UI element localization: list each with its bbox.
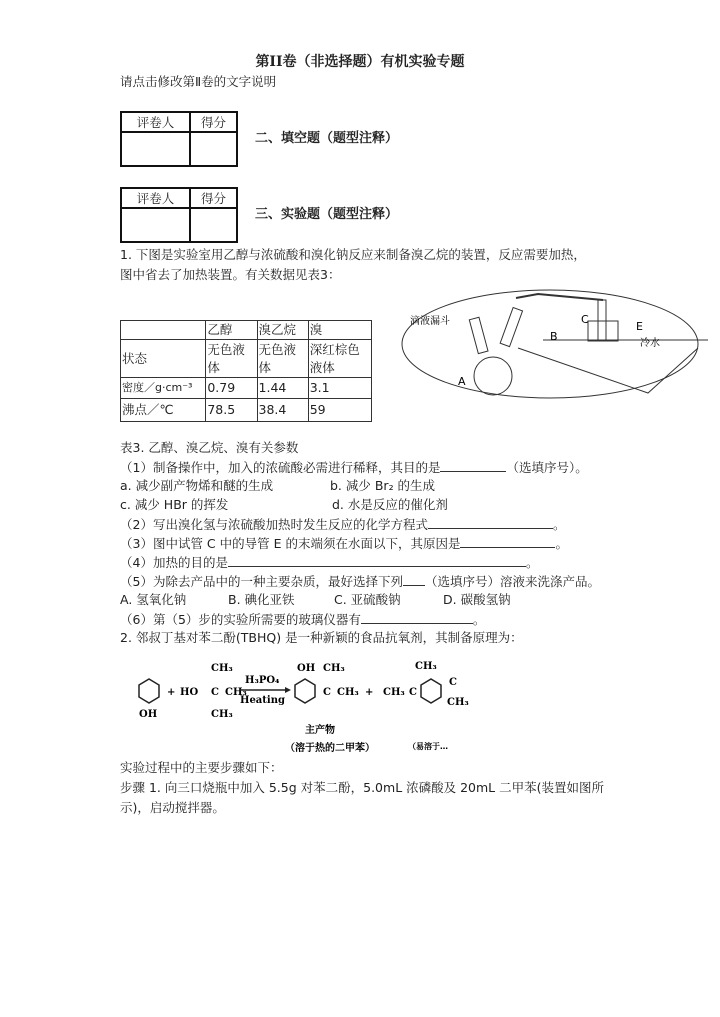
label-water: 冷水 bbox=[640, 338, 660, 349]
subtitle: 请点击修改第Ⅱ卷的文字说明 bbox=[120, 74, 277, 89]
period: 。 bbox=[525, 555, 539, 570]
table-cell: 38.4 bbox=[257, 399, 308, 422]
table-header: 溴 bbox=[308, 321, 371, 340]
condition-label: Heating bbox=[240, 695, 285, 706]
solubility-note: （溶于热的二甲苯） bbox=[285, 743, 375, 754]
ch3-label: CH₃ bbox=[323, 663, 345, 674]
answer-blank[interactable] bbox=[428, 516, 553, 529]
reagent-label: H₃PO₄ bbox=[245, 675, 280, 686]
hydroquinone-ring bbox=[139, 679, 159, 703]
option-c: c. 减少 HBr 的挥发 bbox=[120, 497, 229, 512]
score-header: 得分 bbox=[190, 112, 237, 132]
steps-intro: 实验过程中的主要步骤如下： bbox=[120, 760, 283, 775]
table-caption: 表3. 乙醇、溴乙烷、溴有关参数 bbox=[120, 440, 299, 455]
solubility-note: （易溶于… bbox=[408, 742, 448, 751]
apparatus-diagram bbox=[398, 288, 708, 403]
sub-question-text: （选填序号）溶液来洗涤产品。 bbox=[424, 574, 600, 589]
sub-question-text: （3）图中试管 C 中的导管 E 的末端须在水面以下，其原因是 bbox=[120, 536, 461, 551]
ch3-label: CH₃ bbox=[211, 663, 233, 674]
sub-question-text: （6）第（5）步的实验所需要的玻璃仪器有 bbox=[120, 612, 361, 627]
c-label: C bbox=[323, 687, 331, 698]
ch3-label: CH₃ bbox=[415, 661, 437, 672]
oh-label: OH bbox=[139, 709, 158, 720]
period: 。 bbox=[552, 517, 566, 532]
label-b: B bbox=[550, 330, 558, 343]
score-cell[interactable] bbox=[190, 208, 237, 242]
ho-label: HO bbox=[180, 687, 199, 698]
table-cell: 59 bbox=[308, 399, 371, 422]
table-cell: 78.5 bbox=[206, 399, 257, 422]
sub-question-2 bbox=[120, 516, 565, 533]
option-D: D. 碳酸氢钠 bbox=[443, 592, 511, 607]
section-heading-experiment: 三、实验题（题型注释） bbox=[255, 207, 399, 222]
period: 。 bbox=[555, 536, 568, 551]
step-1: 步骤 1. 向三口烧瓶中加入 5.5g 对苯二酚，5.0mL 浓磷酸及 20mL 二甲苯(装置如图所 bbox=[120, 780, 604, 795]
sub-question-1 bbox=[120, 459, 588, 476]
option-B: B. 碘化亚铁 bbox=[228, 592, 295, 607]
option-b: b. 减少 Br₂ 的生成 bbox=[330, 478, 436, 493]
sub-question-text: （1）制备操作中，加入的浓硫酸必需进行稀释，其目的是 bbox=[120, 460, 441, 475]
option-C: C. 亚硫酸钠 bbox=[334, 592, 401, 607]
q1-text: 图中省去了加热装置。有关数据见表3： bbox=[120, 267, 341, 282]
sub-question-6 bbox=[120, 611, 485, 628]
sub-question-text: （5）为除去产品中的一种主要杂质，最好选择下列 bbox=[120, 574, 403, 589]
label-funnel: 滴液漏斗 bbox=[410, 316, 450, 327]
grader-header: 评卷人 bbox=[121, 112, 190, 132]
sub-question-3 bbox=[120, 535, 568, 552]
main-product-label: 主产物 bbox=[305, 725, 335, 736]
page-title: 第II卷（非选择题）有机实验专题 bbox=[255, 54, 465, 70]
score-table-2 bbox=[120, 187, 238, 243]
score-header: 得分 bbox=[190, 188, 237, 208]
table-cell: 深红棕色液体 bbox=[308, 340, 371, 378]
answer-blank[interactable] bbox=[460, 535, 555, 548]
sub-question-5 bbox=[120, 573, 600, 590]
table-header: 乙醇 bbox=[206, 321, 257, 340]
table-header: 溴乙烷 bbox=[257, 321, 308, 340]
table-cell: 无色液体 bbox=[206, 340, 257, 378]
ch3-label: CH₃ bbox=[447, 697, 469, 708]
option-d: d. 水是反应的催化剂 bbox=[332, 497, 448, 512]
q2-text: 2. 邻叔丁基对苯二酚(TBHQ) 是一种新颖的食品抗氧剂，其制备原理为： bbox=[120, 630, 523, 645]
ch3-label: CH₃ bbox=[383, 687, 405, 698]
sub-question-text: （选填序号）。 bbox=[506, 460, 588, 475]
grader-cell[interactable] bbox=[121, 208, 190, 242]
data-table bbox=[120, 320, 372, 422]
sub-question-text: （4）加热的目的是 bbox=[120, 555, 228, 570]
section-heading-fill-blank: 二、填空题（题型注释） bbox=[255, 131, 399, 146]
svg-text:+: + bbox=[167, 687, 176, 698]
row-label: 状态 bbox=[121, 340, 206, 378]
c-label: C bbox=[449, 677, 457, 688]
ch3-label: CH₃ bbox=[211, 709, 233, 720]
q1-text: 1. 下图是实验室用乙醇与浓硫酸和溴化钠反应来制备溴乙烷的装置，反应需要加热， bbox=[120, 247, 586, 262]
svg-text:+: + bbox=[365, 687, 374, 698]
row-label: 密度／g·cm⁻³ bbox=[121, 378, 206, 399]
c-label: C bbox=[409, 687, 417, 698]
reaction-scheme bbox=[125, 655, 525, 755]
option-a: a. 减少副产物烯和醚的生成 bbox=[120, 478, 274, 493]
label-e: E bbox=[636, 320, 643, 333]
table-cell: 3.1 bbox=[308, 378, 371, 399]
label-c: C bbox=[581, 313, 589, 326]
oh-label: OH bbox=[297, 663, 316, 674]
score-cell[interactable] bbox=[190, 132, 237, 166]
table-cell: 0.79 bbox=[206, 378, 257, 399]
option-A: A. 氢氧化钠 bbox=[120, 592, 187, 607]
table-header bbox=[121, 321, 206, 340]
answer-blank[interactable] bbox=[403, 573, 425, 586]
answer-blank[interactable] bbox=[440, 459, 506, 472]
table-cell: 1.44 bbox=[257, 378, 308, 399]
grader-cell[interactable] bbox=[121, 132, 190, 166]
sub-question-text: （2）写出溴化氢与浓硫酸加热时发生反应的化学方程式 bbox=[120, 517, 428, 532]
ch3-label: CH₃ bbox=[225, 687, 247, 698]
answer-blank[interactable] bbox=[361, 611, 473, 624]
sub-question-4 bbox=[120, 554, 538, 571]
step-1: 示)，启动搅拌器。 bbox=[120, 800, 225, 815]
row-label: 沸点／℃ bbox=[121, 399, 206, 422]
ch3-label: CH₃ bbox=[337, 687, 359, 698]
period: 。 bbox=[472, 612, 486, 627]
c-label: C bbox=[211, 687, 219, 698]
table-cell: 无色液体 bbox=[257, 340, 308, 378]
label-a: A bbox=[458, 375, 466, 388]
grader-header: 评卷人 bbox=[121, 188, 190, 208]
answer-blank[interactable] bbox=[228, 554, 526, 567]
score-table-1 bbox=[120, 111, 238, 167]
